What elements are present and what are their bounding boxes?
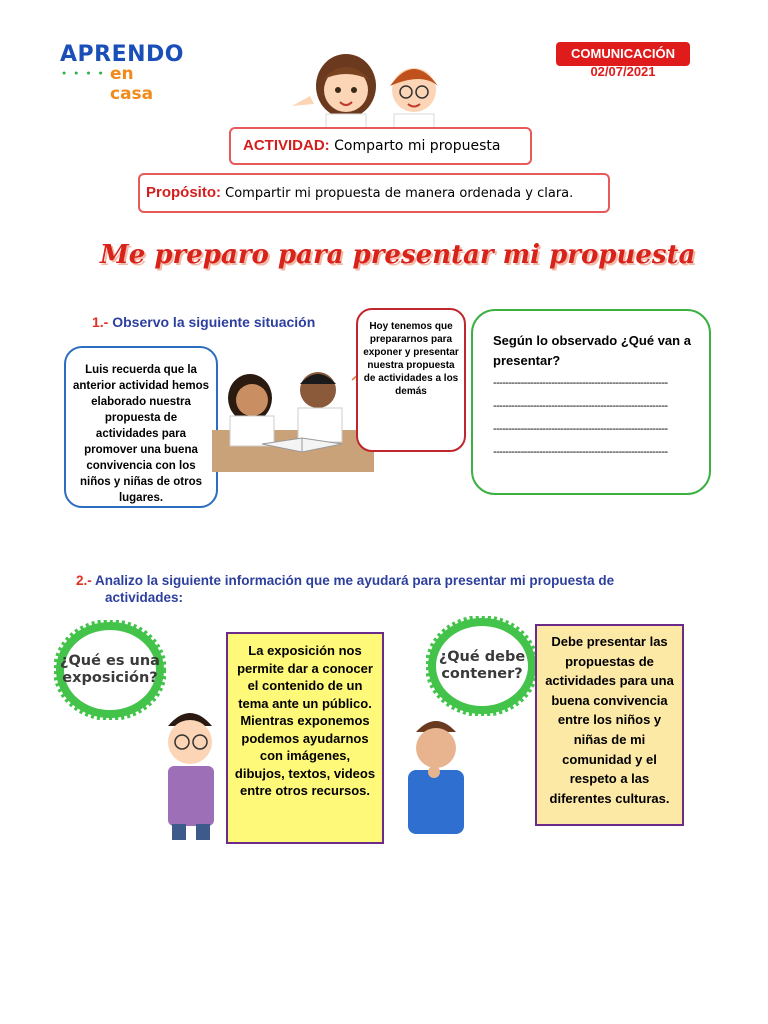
badge-1-text: ¿Qué es una exposición? [60,653,160,686]
area-badge: COMUNICACIÓN [556,42,690,66]
exposition-definition-box: La exposición nos permite dar a conocer el contenido de un tema ante un público. Mientras exponemos podemos ayudarnos con imágenes, dibujos, textos, videos entre otros recursos. [226,632,384,844]
answer-line[interactable]: --------------------------------------------------------- [493,423,668,435]
activity-label: ACTIVIDAD: [243,137,330,154]
page-title: Me preparo para presentar mi propuesta [100,240,696,270]
purpose-value: Compartir mi propuesta de manera ordenada y clara. [221,186,574,201]
section-1-number: 1.- [92,314,109,330]
question-text: Según lo observado ¿Qué van a presentar? [493,333,691,368]
aprendo-en-casa-logo [60,42,184,104]
what-should-contain-badge [426,616,538,716]
activity-box [229,127,532,165]
section-2-title-line2: actividades: [105,590,184,605]
badge-2-text: ¿Qué debe contener? [438,649,526,682]
answer-line[interactable]: --------------------------------------------------------- [493,377,668,389]
kids-illustration [282,46,468,138]
purpose-box [138,173,610,213]
date-label: 02/07/2021 [590,64,656,79]
purpose-label: Propósito: [146,184,221,201]
boy-with-glasses-illustration [150,700,230,840]
section-1-title: Observo la siguiente situación [108,314,316,330]
answer-line[interactable]: --------------------------------------------------------- [493,446,668,458]
activity-value: Comparto mi propuesta [329,138,501,154]
today-speech-bubble: Hoy tenemos que prepararnos para exponer y presentar nuestra propuesta de actividades a los demás [356,308,466,452]
thinking-boy-illustration [394,710,474,842]
section-2-title-line1: Analizo la siguiente información que me ayudará para presentar mi propuesta de [91,573,615,588]
section-1-heading [92,314,315,330]
section-2-number: 2.- [76,573,92,588]
logo-sub-text: en casa [110,64,154,104]
question-box [471,309,711,495]
section-2-heading [76,572,676,606]
logo-dots-icon: ● ● ● ● [62,70,106,77]
luis-speech-bubble: Luis recuerda que la anterior actividad hemos elaborado nuestra propuesta de actividades para promover una buena convivencia con los niños y niñas de otros lugares. [64,346,218,508]
answer-line[interactable]: --------------------------------------------------------- [493,400,668,412]
content-description-box: Debe presentar las propuestas de actividades para una buena convivencia entre los niños y niñas de mi comunidad y el respeto a las diferentes culturas. [535,624,684,826]
logo-main-text: APRENDO [60,42,184,67]
students-reading-illustration [212,360,374,472]
